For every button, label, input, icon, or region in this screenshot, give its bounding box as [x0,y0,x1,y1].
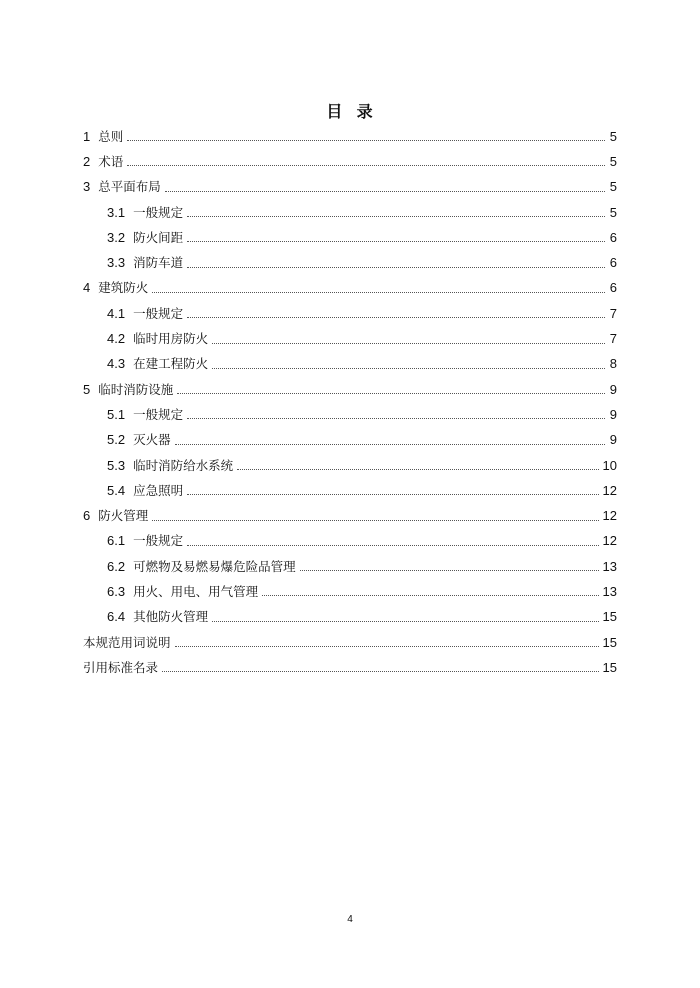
toc-dot-leader [152,292,605,293]
toc-entry[interactable] [83,200,617,225]
toc-entry-page: 7 [609,331,617,347]
toc-entry-title: 总则 [98,128,124,144]
toc-entry-title: 一般规定 [133,204,184,220]
toc-entry-number: 5.2 [107,432,126,448]
toc-entry[interactable] [83,529,617,554]
toc-dot-leader [187,418,605,419]
toc-entry-number: 4.1 [107,305,126,321]
toc-entry-number: 5.3 [107,457,126,473]
toc-entry[interactable] [83,478,617,503]
toc-entry-title: 术语 [98,153,124,169]
toc-entry-page: 15 [602,659,617,675]
toc-entry-number: 4 [83,280,91,296]
toc-entry-page: 5 [609,179,617,195]
toc-entry-page: 5 [609,128,617,144]
toc-entry[interactable] [83,352,617,377]
toc-entry-number: 3.2 [107,229,126,245]
toc-entry[interactable] [83,655,617,680]
toc-dot-leader [300,570,599,571]
page-title: 目 录 [326,102,374,121]
toc-entry[interactable] [83,630,617,655]
toc-entry[interactable] [83,453,617,478]
toc-entry[interactable] [83,605,617,630]
toc-dot-leader [175,646,599,647]
toc-entry-title: 其他防火管理 [133,609,209,625]
toc-entry-title: 防火间距 [133,229,184,245]
toc-entry-title: 临时用房防火 [133,331,209,347]
toc-entry-title: 可燃物及易燃易爆危险品管理 [133,558,296,574]
toc-entry-page: 5 [609,204,617,220]
toc-entry-title: 灭火器 [133,432,171,448]
toc-entry-title: 消防车道 [133,255,184,271]
toc-dot-leader [175,444,605,445]
toc-entry-number: 2 [83,153,91,169]
toc-entry-title: 应急照明 [133,482,184,498]
toc-entry-number: 6.4 [107,609,126,625]
toc-entry-title: 临时消防设施 [98,381,174,397]
toc-entry-page: 12 [602,533,617,549]
toc-entry-number: 4.3 [107,356,126,372]
toc-dot-leader [262,595,598,596]
toc-dot-leader [152,520,598,521]
toc-entry[interactable] [83,377,617,402]
toc-entry[interactable] [83,326,617,351]
toc-dot-leader [187,241,605,242]
toc-entry-title: 用火、用电、用气管理 [133,583,259,599]
toc-entry-number: 6.2 [107,558,126,574]
toc-entry-page: 10 [602,457,617,473]
toc-entry-title: 防火管理 [98,508,149,524]
toc-entry-number: 1 [83,128,91,144]
toc-entry-title: 一般规定 [133,305,184,321]
toc-entry-page: 15 [602,634,617,650]
toc-entry-number: 5.1 [107,406,126,422]
toc-entry-number: 3 [83,179,91,195]
toc-entry-page: 15 [602,609,617,625]
toc-entry-number: 5.4 [107,482,126,498]
toc-entry-number: 3.1 [107,204,126,220]
toc-entry-page: 13 [602,558,617,574]
toc-dot-leader [187,317,605,318]
toc-entry-page: 9 [609,381,617,397]
toc-dot-leader [165,191,605,192]
toc-entry-title: 一般规定 [133,533,184,549]
toc-dot-leader [187,216,605,217]
toc-entry[interactable] [83,402,617,427]
toc-entry[interactable] [83,250,617,275]
toc-entry-page: 8 [609,356,617,372]
page-number: 4 [347,914,353,925]
toc-entry-page: 5 [609,153,617,169]
toc-dot-leader [187,545,598,546]
toc-entry-title: 在建工程防火 [133,356,209,372]
toc-entry-page: 6 [609,255,617,271]
toc-entry[interactable] [83,175,617,200]
toc-dot-leader [162,671,599,672]
toc-entry-number: 3.3 [107,255,126,271]
toc-entry-title: 建筑防火 [98,280,149,296]
toc-entry[interactable] [83,225,617,250]
toc-dot-leader [187,267,605,268]
toc-entry-title: 总平面布局 [98,179,161,195]
toc-dot-leader [212,343,605,344]
toc-entry[interactable] [83,301,617,326]
toc-entry-title: 一般规定 [133,406,184,422]
toc-entry-number: 5 [83,381,91,397]
toc-dot-leader [212,368,605,369]
toc-entry-page: 12 [602,508,617,524]
toc-entry-number: 4.2 [107,331,126,347]
toc-entry-page: 9 [609,432,617,448]
toc-entry[interactable] [83,503,617,528]
toc-entry-page: 13 [602,583,617,599]
toc-entry[interactable] [83,124,617,149]
toc-entry-page: 12 [602,482,617,498]
toc-dot-leader [187,494,598,495]
toc-entry-number: 6 [83,508,91,524]
toc-dot-leader [237,469,598,470]
toc-list [83,124,617,681]
toc-entry-number: 6.3 [107,583,126,599]
toc-entry[interactable] [83,554,617,579]
toc-entry-page: 7 [609,305,617,321]
toc-entry-page: 6 [609,229,617,245]
toc-dot-leader [127,165,605,166]
toc-entry-title: 临时消防给水系统 [133,457,234,473]
toc-dot-leader [212,621,598,622]
toc-entry[interactable] [83,428,617,453]
toc-entry-title: 本规范用词说明 [83,634,171,650]
toc-entry-page: 9 [609,406,617,422]
toc-entry-page: 6 [609,280,617,296]
toc-entry-number: 6.1 [107,533,126,549]
toc-entry[interactable] [83,579,617,604]
toc-entry[interactable] [83,149,617,174]
toc-entry-title: 引用标准名录 [83,659,159,675]
toc-entry[interactable] [83,276,617,301]
toc-dot-leader [127,140,605,141]
toc-dot-leader [177,393,605,394]
